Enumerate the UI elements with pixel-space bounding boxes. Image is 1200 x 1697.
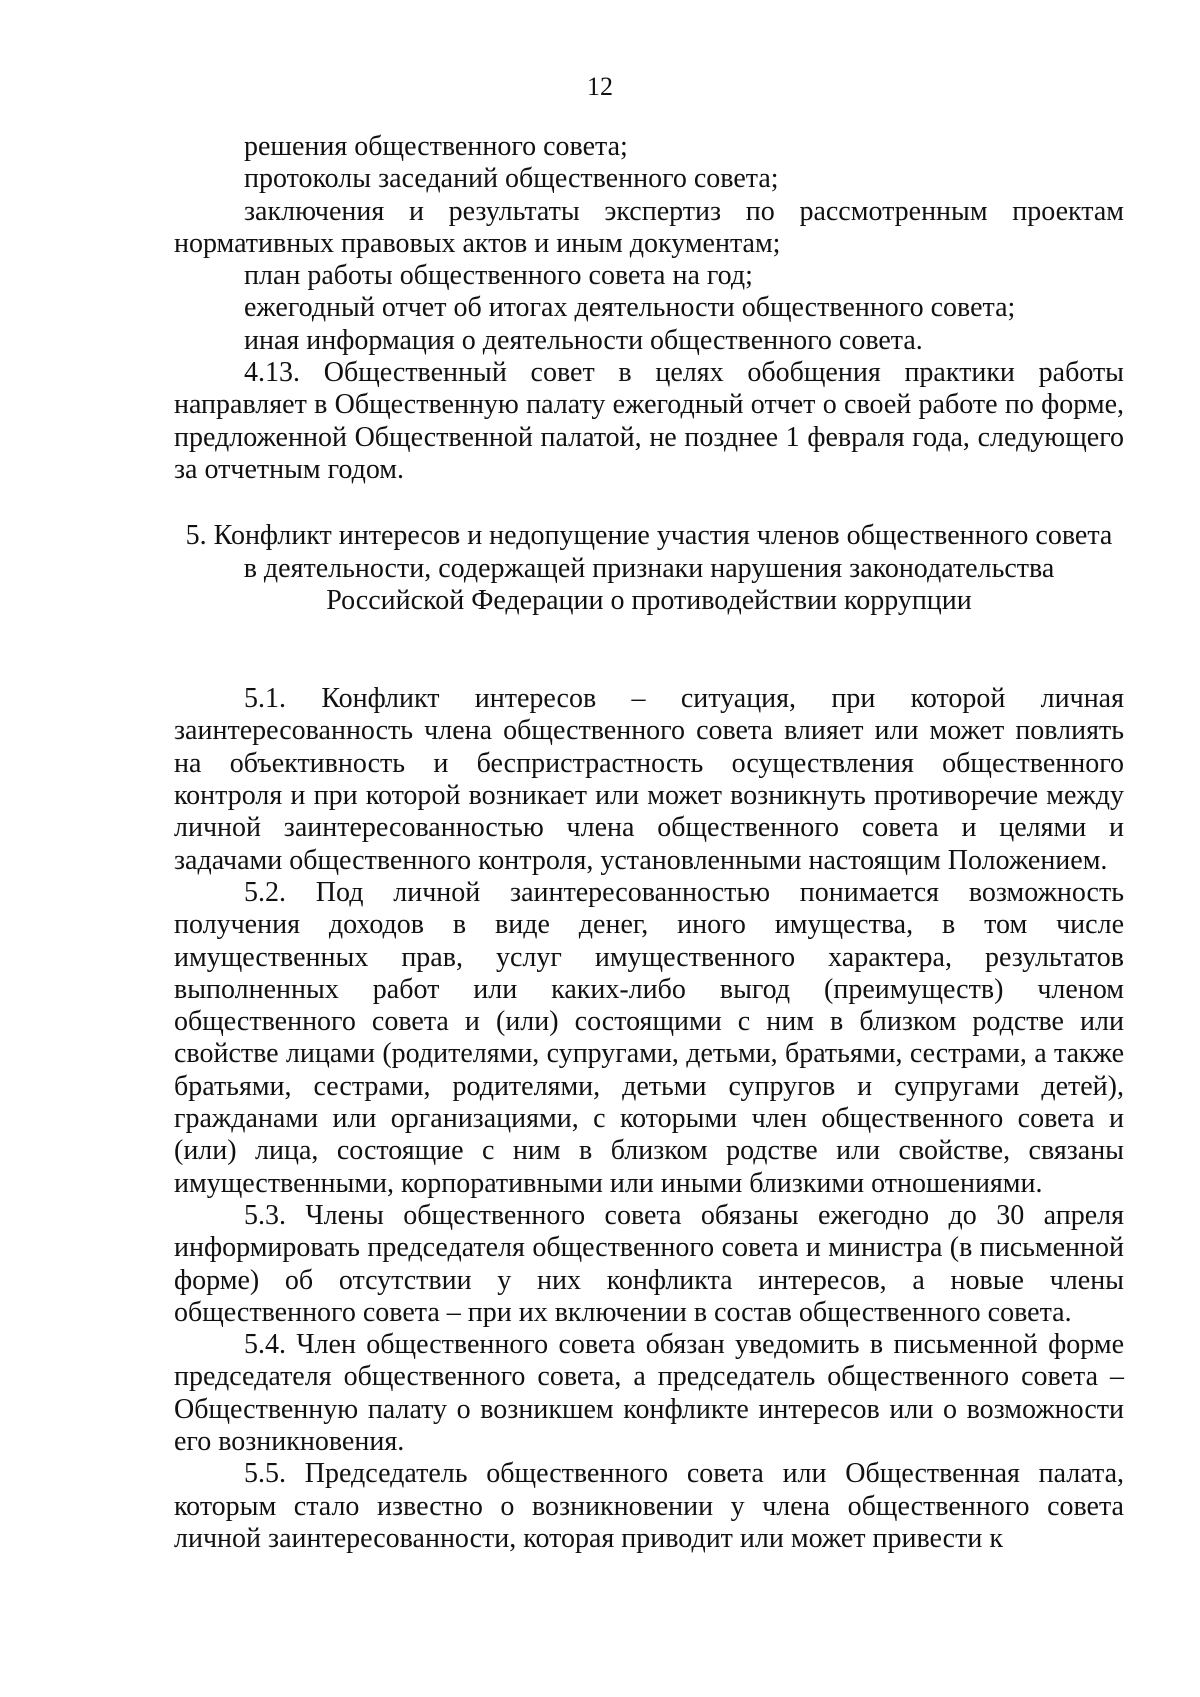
section-heading-line-1: 5. Конфликт интересов и недопущение участия членов общественного совета (185, 520, 1113, 552)
list-item-other-info: иная информация о деятельности общественного совета. (244, 324, 923, 356)
list-item-protocols: протоколы заседаний общественного совета; (244, 163, 779, 195)
paragraph-5-3: 5.3. Члены общественного совета обязаны ежегодно до 30 апреля информировать председателя общественного совета и министра (в письменной форме) об отсутствии у них конфликта интересов, а новые члены общественного совета – при их включении в состав общественного совета. (174, 1199, 1124, 1328)
section-heading-line-3: Российской Федерации о противодействии коррупции (326, 584, 972, 616)
list-item-annual-report: ежегодный отчет об итогах деятельности общественного совета; (244, 292, 1016, 324)
list-item-work-plan: план работы общественного совета на год; (244, 260, 753, 292)
paragraph-5-5: 5.5. Председатель общественного совета или Общественная палата, которым стало известно о возникновении у члена общественного совета личной заинтересованности, которая приводит или может привести к (174, 1458, 1124, 1554)
paragraph-4-13: 4.13. Общественный совет в целях обобщения практики работы направляет в Общественную палату ежегодный отчет о своей работе по форме, предложенной Общественной палатой, не позднее 1 февраля года, следующего за отчетным годом. (174, 357, 1124, 485)
paragraph-5-2: 5.2. Под личной заинтересованностью понимается возможность получения доходов в виде денег, иного имущества, в том числе имущественных прав, услуг имущественного характера, результатов выполненных работ или каких-либо выгод (преимуществ) членом общественного совета и (или) состоящими с ним в близком родстве или свойстве лицами (родителями, супругами, детьми, братьями, сестрами, а также братьями, сестрами, родителями, детьми супругов и супругами детей), гражданами или организациями, с которыми член общественного совета и (или) лица, состоящие с ним в близком родстве или свойстве, связаны имущественными, корпоративными или иными близкими отношениями. (174, 876, 1124, 1199)
section-spacer (174, 617, 1124, 683)
section-heading-line-2: в деятельности, содержащей признаки нарушения законодательства (243, 552, 1055, 584)
paragraph-5-4: 5.4. Член общественного совета обязан уведомить в письменной форме председателя общественного совета, а председатель общественного совета – Общественную палату о возникшем конфликте интересов или о возможности его возникновения. (174, 1329, 1124, 1457)
list-item-decisions: решения общественного совета; (244, 131, 628, 162)
document-body (174, 131, 1124, 1555)
page-number: 12 (587, 72, 613, 101)
paragraph-5-1: 5.1. Конфликт интересов – ситуация, при которой личная заинтересованность члена общественного совета влияет или может повлиять на объективность и беспристрастность осуществления общественного контроля и при которой возникает или может возникнуть противоречие между личной заинтересованностью члена общественного совета и целями и задачами общественного контроля, установленными настоящим Положением. (174, 683, 1124, 876)
section-heading (174, 520, 1124, 617)
list-item-expert-conclusions: заключения и результаты экспертиз по рассмотренным проектам нормативных правовых актов и иным документам; (174, 195, 1124, 259)
